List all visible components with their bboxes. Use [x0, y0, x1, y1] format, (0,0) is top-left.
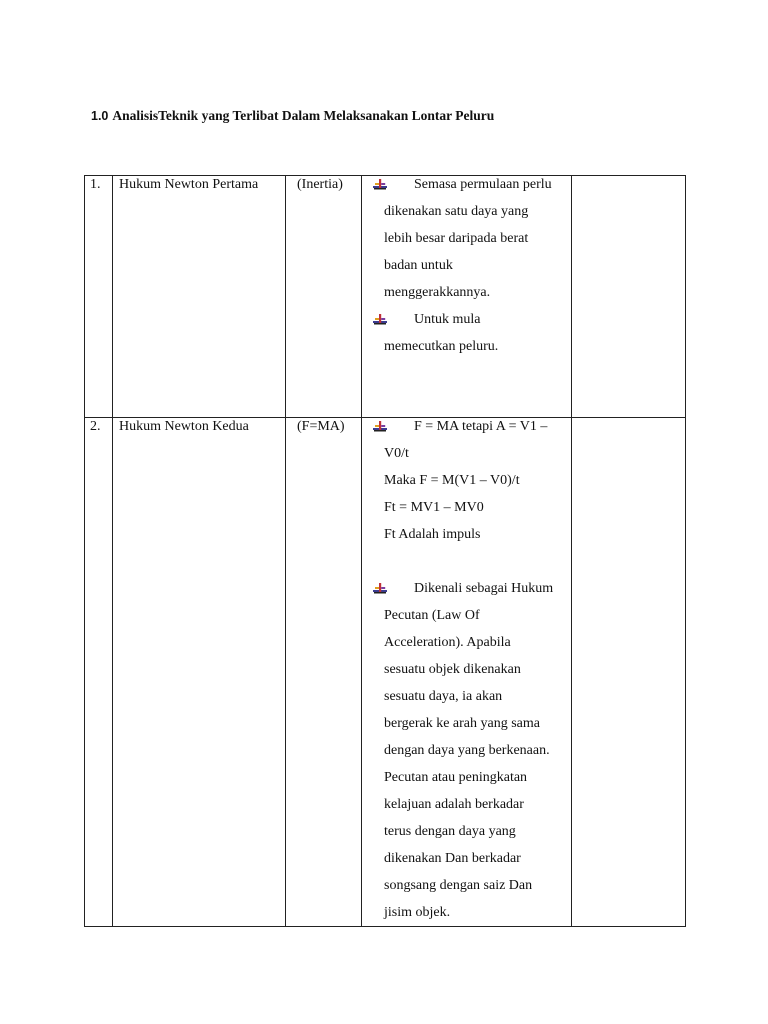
bullet-line: dikenakan Dan berkadar: [384, 851, 521, 866]
bullet-icon: [372, 312, 388, 327]
bullet-line: jisim objek.: [384, 905, 451, 920]
bullet-line: menggerakkannya.: [384, 285, 491, 300]
bullet-icon: [372, 177, 388, 192]
table-border: [685, 417, 686, 927]
table-border: [84, 417, 85, 927]
row-number: 2.: [90, 419, 101, 434]
bullet-line: terus dengan daya yang: [384, 824, 516, 839]
description: [384, 413, 553, 926]
bullet-line: lebih besar daripada berat: [384, 231, 529, 246]
table-border: [571, 417, 572, 927]
table-border: [361, 175, 362, 418]
bullet-line: Dikenali sebagai Hukum: [384, 575, 553, 602]
bullet-line: Pecutan (Law Of: [384, 608, 480, 623]
table-border: [84, 175, 85, 418]
table-border: [112, 175, 113, 418]
section-title: AnalisisTeknik yang Terlibat Dalam Melaksanakan Lontar Peluru: [112, 108, 495, 123]
table-border: [285, 175, 286, 418]
bullet-line: Semasa permulaan perlu: [384, 171, 552, 198]
bullet-line: sesuatu daya, ia akan: [384, 689, 503, 704]
section-number: 1.0: [91, 109, 109, 123]
table-border: [685, 175, 686, 418]
bullet-line: Pecutan atau peningkatan: [384, 770, 528, 785]
table-border: [361, 417, 362, 927]
bullet-line: V0/t: [384, 446, 409, 461]
bullet-line: bergerak ke arah yang sama: [384, 716, 540, 731]
table-border: [84, 926, 686, 927]
bullet-line: Ft = MV1 – MV0: [384, 500, 484, 515]
bullet-line: F = MA tetapi A = V1 –: [384, 413, 553, 440]
row-number: 1.: [90, 177, 101, 192]
bullet-line: kelajuan adalah berkadar: [384, 797, 524, 812]
spacer: [384, 548, 553, 575]
bullet-line: Acceleration). Apabila: [384, 635, 511, 650]
law-term: (F=MA): [297, 419, 345, 434]
bullet-line: memecutkan peluru.: [384, 339, 499, 354]
bullet-line: dengan daya yang berkenaan.: [384, 743, 550, 758]
law-term: (Inertia): [297, 177, 343, 192]
table-row: [84, 175, 686, 418]
description: [384, 171, 552, 360]
table-border: [285, 417, 286, 927]
table-border: [112, 417, 113, 927]
law-name: Hukum Newton Pertama: [119, 177, 259, 192]
table-row: [84, 417, 686, 927]
law-name: Hukum Newton Kedua: [119, 419, 249, 434]
bullet-icon: [372, 419, 388, 434]
bullet-line: songsang dengan saiz Dan: [384, 878, 533, 893]
bullet-line: Untuk mula: [384, 306, 552, 333]
section-heading: [91, 108, 494, 124]
bullet-icon: [372, 581, 388, 596]
bullet-line: dikenakan satu daya yang: [384, 204, 529, 219]
bullet-line: sesuatu objek dikenakan: [384, 662, 521, 677]
bullet-line: Ft Adalah impuls: [384, 527, 481, 542]
bullet-line: Maka F = M(V1 – V0)/t: [384, 473, 520, 488]
bullet-line: badan untuk: [384, 258, 453, 273]
table-border: [571, 175, 572, 418]
